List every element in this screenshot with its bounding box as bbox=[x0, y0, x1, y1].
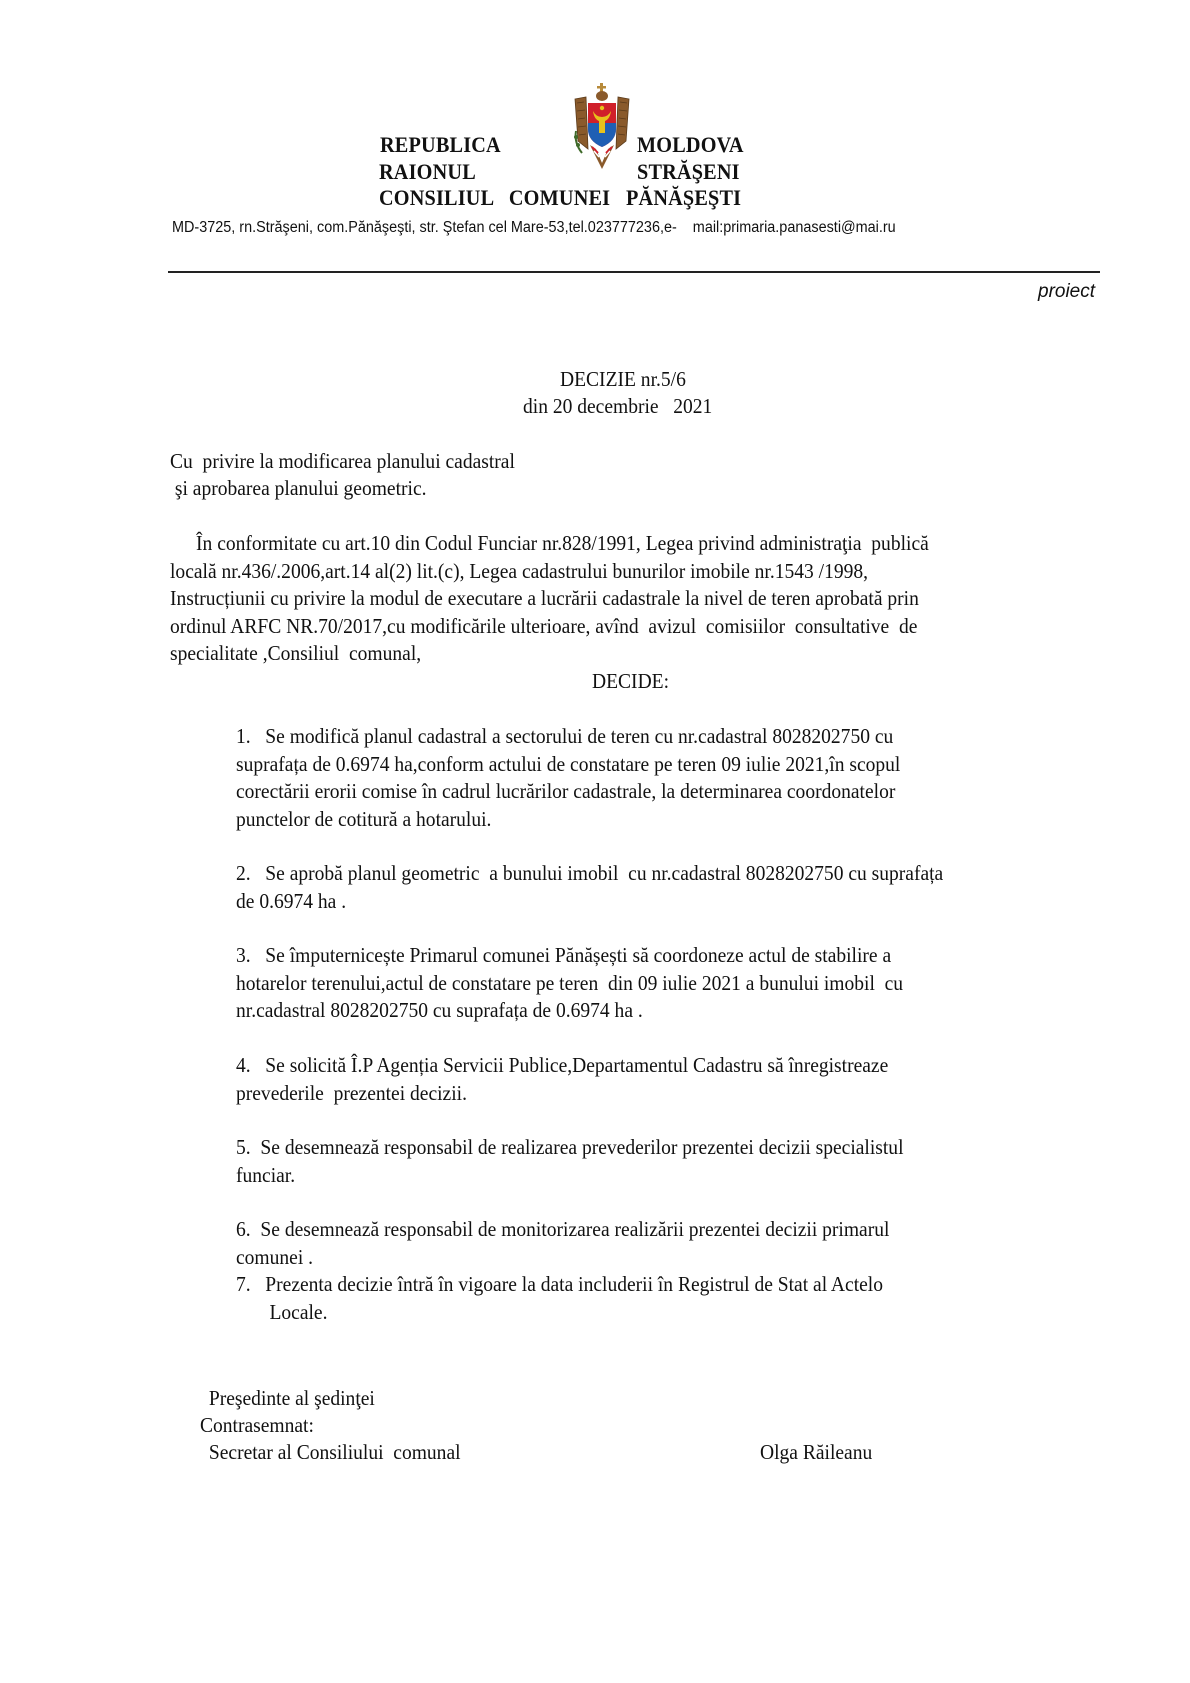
header-council-name: CONSILIUL COMUNEI PĂNĂŞEŞTI bbox=[379, 185, 742, 210]
subject-line-2: şi aprobarea planului geometric. bbox=[170, 476, 427, 500]
item-text: punctelor de cotitură a hotarului. bbox=[236, 806, 492, 831]
decision-item-1 bbox=[236, 723, 900, 833]
item-number: 2. bbox=[236, 861, 251, 885]
item-text: funciar. bbox=[236, 1162, 296, 1187]
header-republica: REPUBLICA bbox=[380, 132, 501, 157]
header-divider bbox=[168, 271, 1100, 273]
item-number: 1. bbox=[236, 724, 251, 748]
item-number: 6. bbox=[236, 1217, 251, 1241]
item-number: 7. bbox=[236, 1272, 251, 1296]
item-text: Se aprobă planul geometric a bunului imobil cu nr.cadastral 8028202750 cu suprafața bbox=[265, 861, 944, 885]
item-text: corectării erorii comise în cadrul lucrărilor cadastrale, la determinarea coordonatelor bbox=[236, 779, 896, 803]
item-text: Se desemnează responsabil de realizarea prevederilor prezentei decizii specialistul bbox=[260, 1135, 904, 1159]
signature-president-label: Preşedinte al şedinţei bbox=[204, 1386, 375, 1410]
item-text: suprafața de 0.6974 ha,conform actului de constatare pe teren 09 iulie 2021,în scopul bbox=[236, 751, 901, 776]
item-text: nr.cadastral 8028202750 cu suprafața de 0.6974 ha . bbox=[236, 998, 643, 1022]
header-moldova: MOLDOVA bbox=[637, 132, 744, 157]
decide-heading: DECIDE: bbox=[592, 669, 670, 693]
decision-item-6 bbox=[236, 1216, 889, 1271]
item-text: Se desemnează responsabil de monitorizarea realizării prezentei decizii primarul bbox=[260, 1217, 890, 1241]
eagle-icon bbox=[572, 83, 632, 171]
item-text: Se împuternicește Primarul comunei Pănășești să coordoneze actul de stabilire a bbox=[265, 943, 892, 967]
item-text: prevederile prezentei decizii. bbox=[236, 1080, 467, 1105]
preamble bbox=[170, 530, 929, 668]
decision-item-2 bbox=[236, 860, 943, 915]
item-text: Se modifică planul cadastral a sectorului de teren cu nr.cadastral 8028202750 cu bbox=[265, 724, 894, 748]
preamble-line: specialitate ,Consiliul comunal, bbox=[170, 641, 422, 665]
item-text: Se solicită Î.P Agenția Servicii Publice,Departamentul Cadastru să înregistreaze bbox=[265, 1053, 889, 1077]
item-text: Prezenta decizie întră în vigoare la data includerii în Registrul de Stat al Actelo bbox=[265, 1272, 883, 1296]
coat-of-arms-emblem bbox=[572, 83, 632, 171]
item-number: 3. bbox=[236, 943, 251, 967]
preamble-line: locală nr.436/.2006,art.14 al(2) lit.(c), Legea cadastrului bunurilor imobile nr.1543 /1998, bbox=[170, 558, 869, 583]
item-number: 5. bbox=[236, 1135, 251, 1159]
preamble-line: În conformitate cu art.10 din Codul Funciar nr.828/1991, Legea privind administraţia publică bbox=[196, 531, 929, 555]
signature-secretary-name: Olga Răileanu bbox=[760, 1440, 873, 1464]
signature-secretary-title: Secretar al Consiliului comunal bbox=[204, 1440, 461, 1464]
item-text: de 0.6974 ha . bbox=[236, 888, 347, 913]
preamble-line: Instrucțiunii cu privire la modul de executare a lucrării cadastrale la nivel de teren aprobată prin bbox=[170, 586, 919, 610]
header-straseni: STRĂŞENI bbox=[637, 159, 740, 184]
decision-item-5 bbox=[236, 1134, 903, 1189]
item-text: Locale. bbox=[269, 1299, 328, 1324]
decision-item-4 bbox=[236, 1052, 888, 1107]
preamble-line: ordinul ARFC NR.70/2017,cu modificările ulterioare, avînd avizul comisiilor consultative de bbox=[170, 613, 918, 638]
decision-item-3 bbox=[236, 942, 903, 1025]
item-text: hotarelor terenului,actul de constatare pe teren din 09 iulie 2021 a bunului imobil cu bbox=[236, 970, 904, 995]
decision-item-7 bbox=[236, 1271, 883, 1326]
header-raionul: RAIONUL bbox=[379, 159, 476, 184]
subject-line-1: Cu privire la modificarea planului cadastral bbox=[170, 449, 515, 473]
decision-date: din 20 decembrie 2021 bbox=[523, 394, 713, 418]
signature-countersigned-label: Contrasemnat: bbox=[200, 1413, 314, 1437]
draft-status-label: proiect bbox=[1038, 281, 1096, 302]
item-text: comunei . bbox=[236, 1244, 314, 1269]
item-number: 4. bbox=[236, 1053, 251, 1077]
decision-title: DECIZIE nr.5/6 bbox=[560, 367, 686, 391]
header-address: MD-3725, rn.Străşeni, com.Pănăşeşti, str. Ştefan cel Mare-53,tel.023777236,e- mail:primaria.panasesti@mai.ru bbox=[172, 219, 896, 236]
